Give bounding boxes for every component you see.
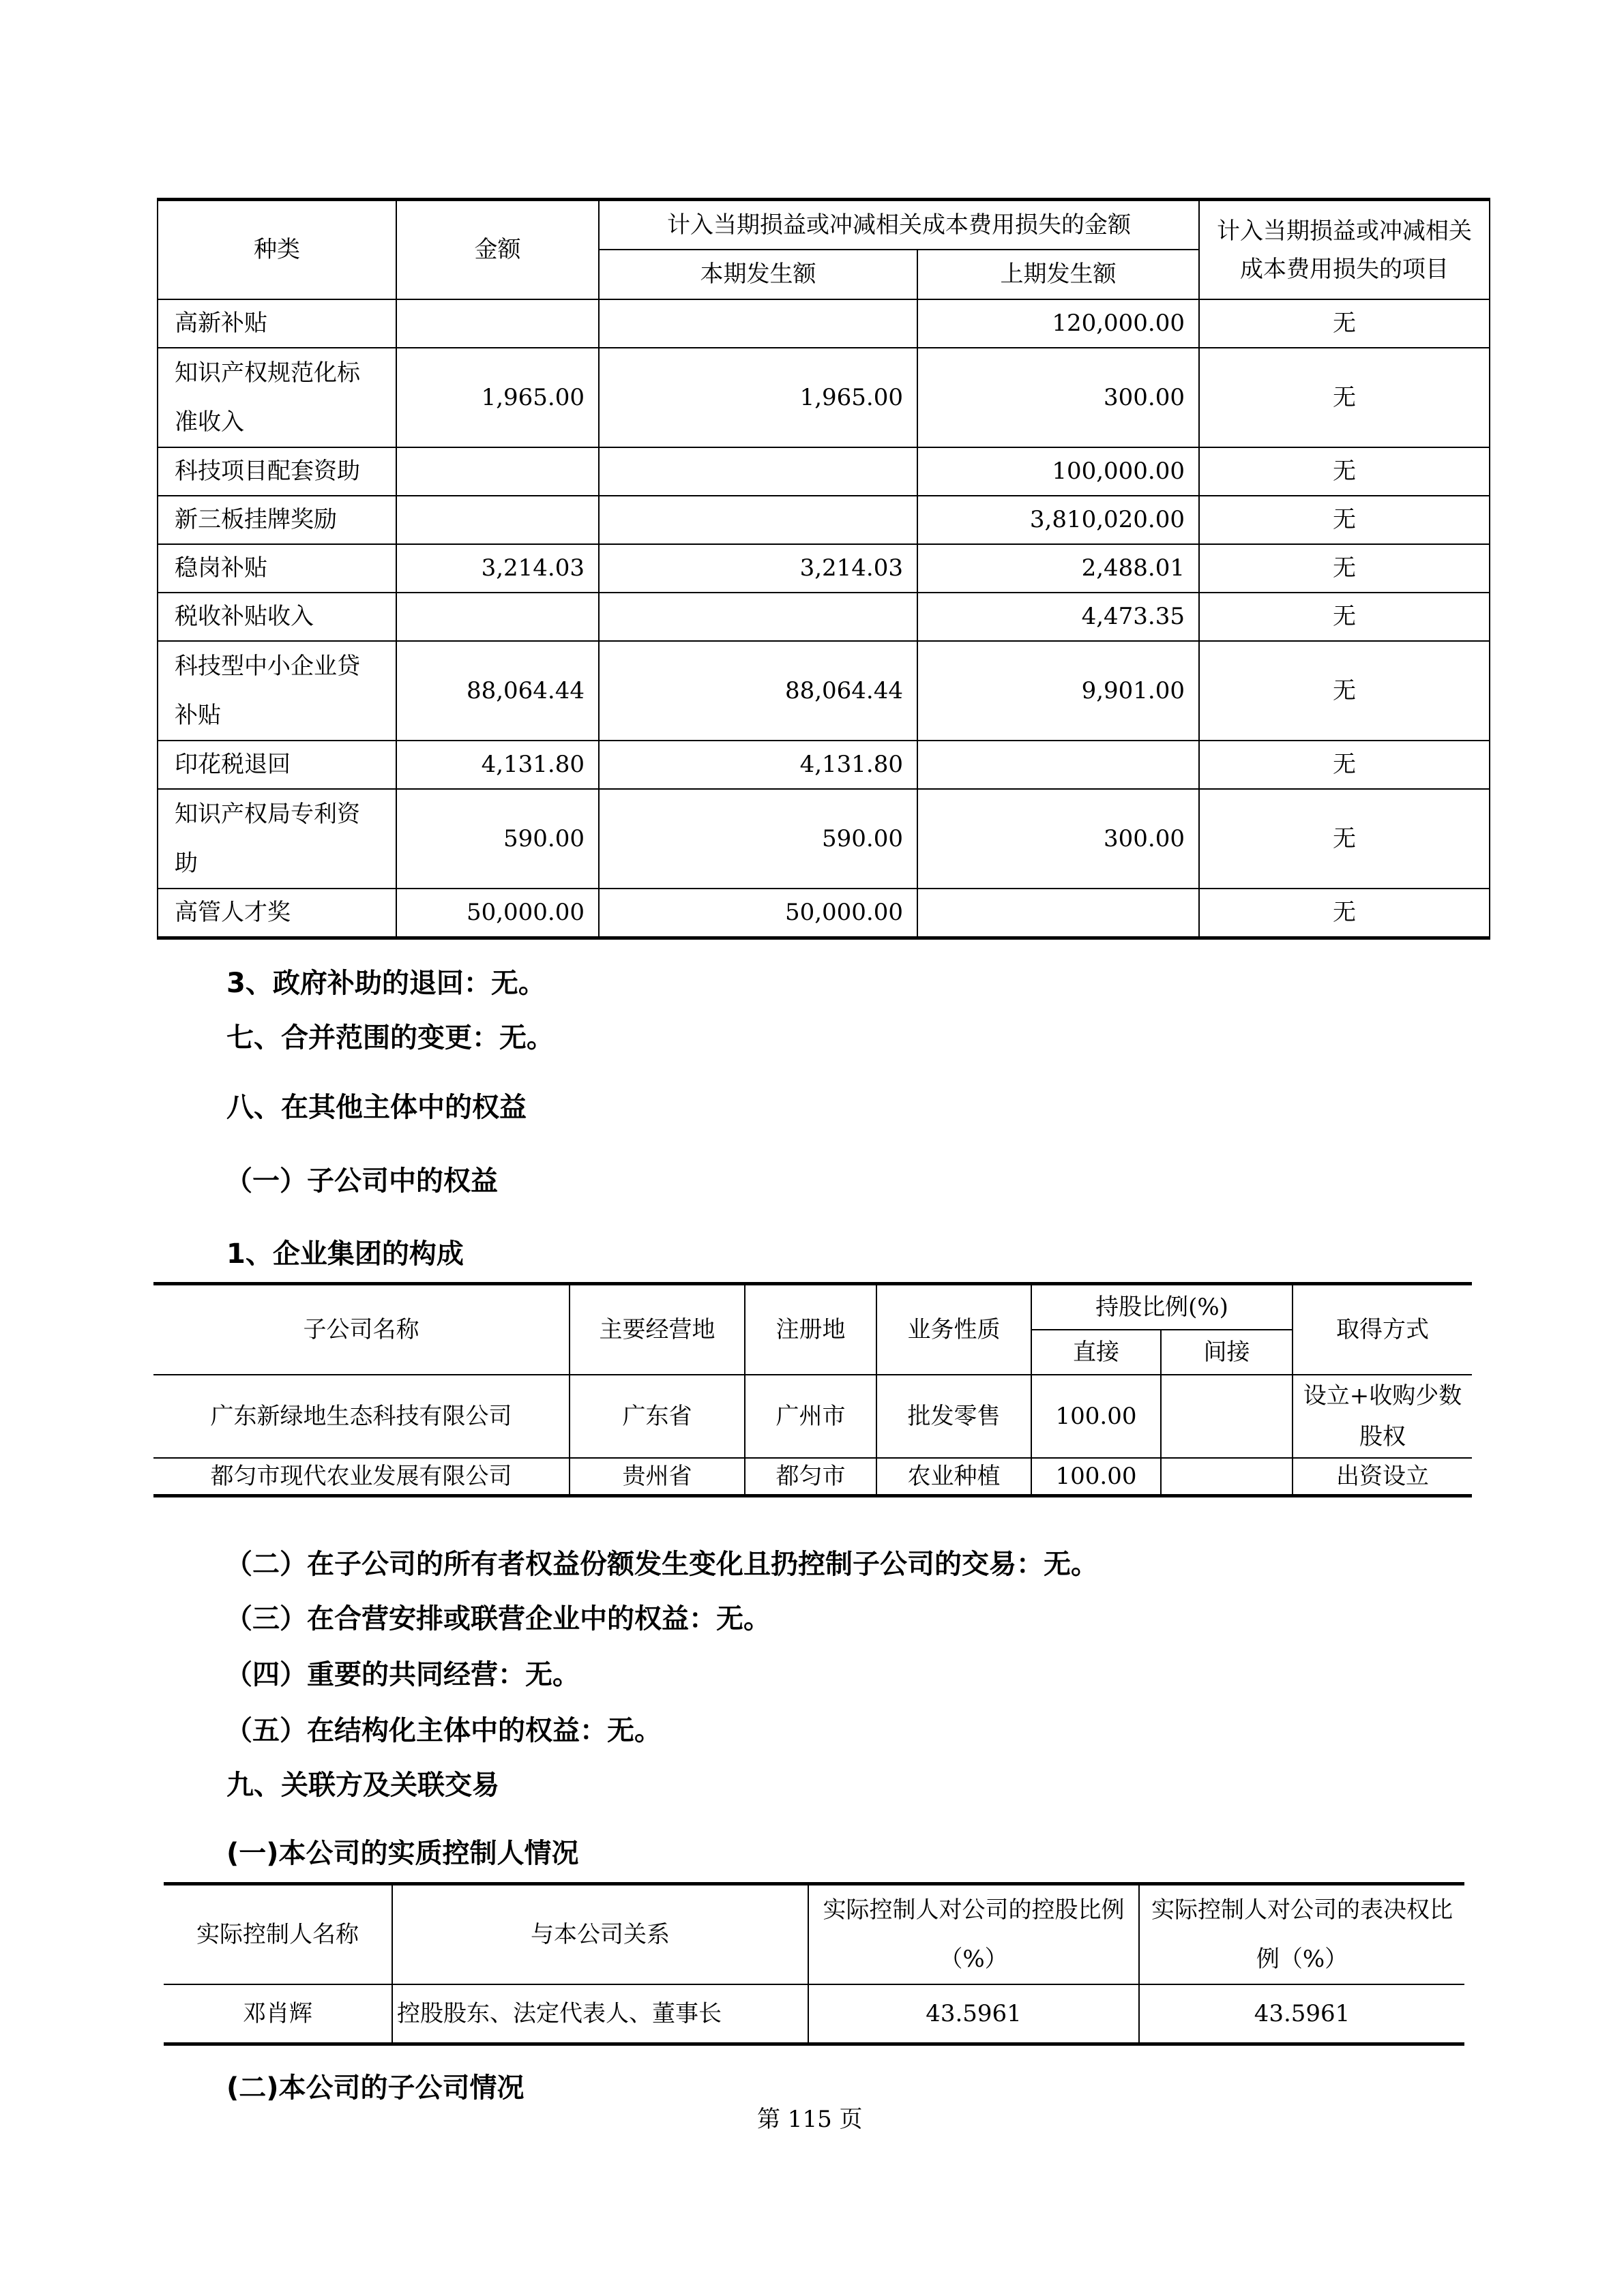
ctrl-relation: 控股股东、法定代表人、董事长 <box>392 1984 808 2044</box>
grant-current <box>599 593 917 641</box>
header-current: 本期发生额 <box>599 250 917 299</box>
grant-item: 无 <box>1199 544 1490 593</box>
grant-current: 88,064.44 <box>599 641 917 741</box>
ctrl-name: 邓肖辉 <box>164 1984 392 2044</box>
header-sub-direct: 直接 <box>1031 1330 1161 1375</box>
grant-current <box>599 496 917 544</box>
header-sub-reg: 注册地 <box>745 1284 876 1375</box>
grant-current: 590.00 <box>599 789 917 889</box>
grant-current: 1,965.00 <box>599 348 917 447</box>
sub-name: 都匀市现代农业发展有限公司 <box>153 1458 570 1496</box>
heading-subsidiaries: (二)本公司的子公司情况 <box>226 2072 525 2104</box>
sub-method: 出资设立 <box>1293 1458 1472 1496</box>
grant-current: 50,000.00 <box>599 889 917 938</box>
header-sub-name: 子公司名称 <box>153 1284 570 1375</box>
header-type: 种类 <box>158 200 396 300</box>
sub-direct: 100.00 <box>1031 1458 1161 1496</box>
sub-reg: 广州市 <box>745 1375 876 1458</box>
grant-item: 无 <box>1199 496 1490 544</box>
controller-table <box>164 1882 1464 2046</box>
table-row <box>158 889 1490 938</box>
header-ctrl-share: 实际控制人对公司的控股比例（%） <box>808 1884 1139 1985</box>
grant-type: 稳岗补贴 <box>158 544 396 593</box>
grant-amount: 50,000.00 <box>396 889 599 938</box>
header-sub-ratio: 持股比例(%) <box>1031 1284 1293 1330</box>
grant-type: 高管人才奖 <box>158 889 396 938</box>
grant-type: 印花税退回 <box>158 741 396 789</box>
sub-name: 广东新绿地生态科技有限公司 <box>153 1375 570 1458</box>
subsidiary-table <box>153 1282 1472 1497</box>
grant-item: 无 <box>1199 299 1490 348</box>
grant-amount: 3,214.03 <box>396 544 599 593</box>
heading-grant-refund: 3、政府补助的退回：无。 <box>226 968 546 999</box>
sub-indirect <box>1161 1458 1293 1496</box>
heading-joint-venture: （三）在合营安排或联营企业中的权益：无。 <box>225 1603 771 1635</box>
grant-amount <box>396 299 599 348</box>
header-group: 计入当期损益或冲减相关成本费用损失的金额 <box>599 200 1199 250</box>
header-sub-method: 取得方式 <box>1293 1284 1472 1375</box>
heading-group-structure: 1、企业集团的构成 <box>226 1238 464 1270</box>
sub-method: 设立+收购少数股权 <box>1293 1375 1472 1458</box>
heading-controller: (一)本公司的实质控制人情况 <box>226 1838 579 1869</box>
grant-current <box>599 447 917 496</box>
grant-type: 科技型中小企业贷补贴 <box>158 641 396 741</box>
grant-prior: 9,901.00 <box>917 641 1199 741</box>
sub-direct: 100.00 <box>1031 1375 1161 1458</box>
heading-scope-change: 七、合并范围的变更：无。 <box>226 1022 554 1054</box>
grant-amount <box>396 496 599 544</box>
table-row <box>158 641 1490 741</box>
grant-prior: 300.00 <box>917 348 1199 447</box>
sub-nature: 批发零售 <box>876 1375 1031 1458</box>
grant-type: 新三板挂牌奖励 <box>158 496 396 544</box>
grant-amount <box>396 593 599 641</box>
grant-prior <box>917 741 1199 789</box>
header-ctrl-vote: 实际控制人对公司的表决权比例（%） <box>1139 1884 1464 1985</box>
sub-place: 广东省 <box>570 1375 745 1458</box>
grant-amount <box>396 447 599 496</box>
grant-current <box>599 299 917 348</box>
grant-type: 高新补贴 <box>158 299 396 348</box>
table-row <box>158 789 1490 889</box>
grant-prior: 3,810,020.00 <box>917 496 1199 544</box>
grant-type: 知识产权规范化标准收入 <box>158 348 396 447</box>
grant-item: 无 <box>1199 593 1490 641</box>
grant-prior <box>917 889 1199 938</box>
grant-type: 科技项目配套资助 <box>158 447 396 496</box>
grant-prior: 100,000.00 <box>917 447 1199 496</box>
grant-amount: 4,131.80 <box>396 741 599 789</box>
header-sub-nature: 业务性质 <box>876 1284 1031 1375</box>
grant-item: 无 <box>1199 641 1490 741</box>
page-number: 第 115 页 <box>757 2106 863 2133</box>
grant-amount: 590.00 <box>396 789 599 889</box>
grant-prior: 300.00 <box>917 789 1199 889</box>
grant-type: 税收补贴收入 <box>158 593 396 641</box>
header-ctrl-name: 实际控制人名称 <box>164 1884 392 1985</box>
table-row <box>158 348 1490 447</box>
table-row <box>158 447 1490 496</box>
heading-other-entities: 八、在其他主体中的权益 <box>226 1092 527 1123</box>
grant-item: 无 <box>1199 447 1490 496</box>
grant-current: 4,131.80 <box>599 741 917 789</box>
grant-current: 3,214.03 <box>599 544 917 593</box>
ctrl-share: 43.5961 <box>808 1984 1139 2044</box>
heading-related-party: 九、关联方及关联交易 <box>226 1770 499 1801</box>
header-ctrl-relation: 与本公司关系 <box>392 1884 808 1985</box>
grant-amount: 1,965.00 <box>396 348 599 447</box>
table-row <box>158 299 1490 348</box>
grant-item: 无 <box>1199 889 1490 938</box>
heading-structured-entity: （五）在结构化主体中的权益：无。 <box>225 1715 662 1746</box>
grant-type: 知识产权局专利资助 <box>158 789 396 889</box>
grant-amount: 88,064.44 <box>396 641 599 741</box>
sub-indirect <box>1161 1375 1293 1458</box>
heading-joint-operation: （四）重要的共同经营：无。 <box>225 1659 580 1690</box>
table-row <box>153 1458 1472 1496</box>
heading-subsidiary-equity: （一）子公司中的权益 <box>225 1165 498 1197</box>
grant-item: 无 <box>1199 348 1490 447</box>
grant-prior: 4,473.35 <box>917 593 1199 641</box>
sub-nature: 农业种植 <box>876 1458 1031 1496</box>
grant-prior: 2,488.01 <box>917 544 1199 593</box>
table-row <box>158 496 1490 544</box>
heading-equity-change: （二）在子公司的所有者权益份额发生变化且扔控制子公司的交易：无。 <box>225 1549 1098 1580</box>
header-prior: 上期发生额 <box>917 250 1199 299</box>
header-amount: 金额 <box>396 200 599 300</box>
ctrl-vote: 43.5961 <box>1139 1984 1464 2044</box>
grant-table <box>157 198 1490 940</box>
sub-place: 贵州省 <box>570 1458 745 1496</box>
header-sub-indirect: 间接 <box>1161 1330 1293 1375</box>
header-item: 计入当期损益或冲减相关成本费用损失的项目 <box>1199 200 1490 300</box>
sub-reg: 都匀市 <box>745 1458 876 1496</box>
table-row <box>164 1984 1464 2044</box>
table-row <box>153 1375 1472 1458</box>
table-row <box>158 544 1490 593</box>
grant-item: 无 <box>1199 741 1490 789</box>
grant-prior: 120,000.00 <box>917 299 1199 348</box>
table-row <box>158 741 1490 789</box>
grant-item: 无 <box>1199 789 1490 889</box>
table-row <box>158 593 1490 641</box>
header-sub-place: 主要经营地 <box>570 1284 745 1375</box>
